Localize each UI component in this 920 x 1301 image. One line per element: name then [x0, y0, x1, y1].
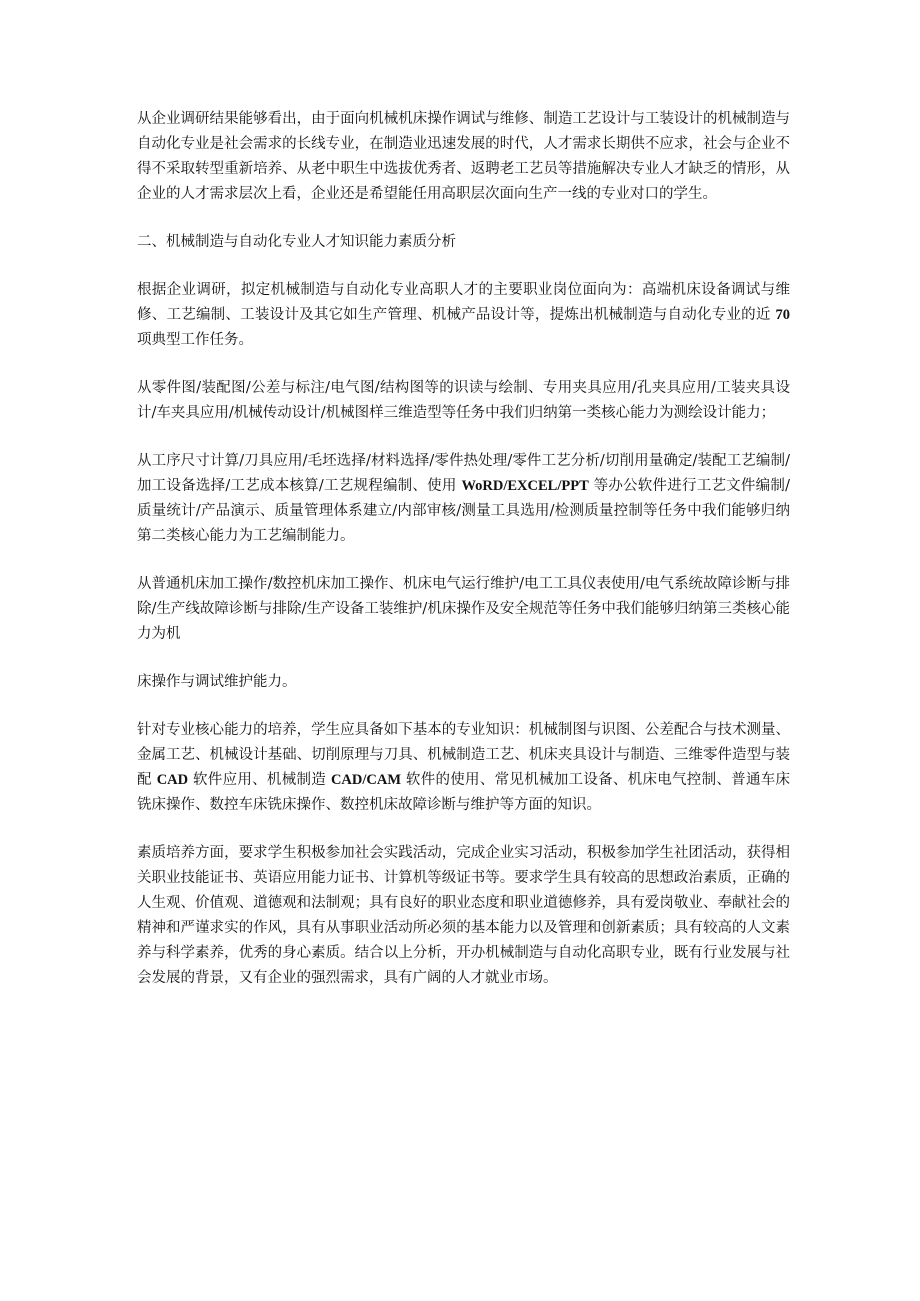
bold-number: 70: [775, 307, 790, 323]
paragraph-job-positions: [137, 278, 790, 353]
text-run: 从企业调研结果能够看出，由于面向机械机床操作调试与维修、制造工艺设计与工装设计的机械制造与自动化专业是社会需求的长线专业，在制造业迅速发展的时代，人才需求长期供不应求，社会与企业不得不采取转型重新培养、从老中职生中选拔优秀者、返聘老工艺员等措施解决专业人才缺乏的情形，从企业的人才需求层次上看，企业还是希望能任用高职层次面向生产一线的专业对口的学生。: [137, 111, 790, 202]
paragraph-professional-knowledge: [137, 718, 790, 818]
section-heading: [137, 230, 790, 255]
text-run: 从工序尺寸计算/刀具应用/毛坯选择/材料选择/零件热处理/零件工艺分析/切削用量确定/装配工艺编制/加工设备选择/工艺成本核算/工艺规程编制、使用: [137, 453, 790, 494]
bold-software-name: CAD: [156, 772, 189, 788]
paragraph-core-ability-1: [137, 376, 790, 426]
bold-software-name: WoRD/EXCEL/PPT: [461, 478, 589, 494]
paragraph-core-ability-2: [137, 449, 790, 549]
paragraph-talent-demand: [137, 107, 790, 207]
text-run: 素质培养方面，要求学生积极参加社会实践活动，完成企业实习活动，积极参加学生社团活动，获得相关职业技能证书、英语应用能力证书、计算机等级证书等。要求学生具有较高的思想政治素质，正确的人生观、价值观、道德观和法制观；具有良好的职业态度和职业道德修养，具有爱岗敬业、奉献社会的精神和严谨求实的作风，具有从事职业活动所必须的基本能力以及管理和创新素质；具有较高的人文素养与科学素养，优秀的身心素质。结合以上分析，开办机械制造与自动化高职专业，既有行业发展与社会发展的背景，又有企业的强烈需求，具有广阔的人才就业市场。: [137, 845, 790, 986]
text-run: 软件应用、机械制造: [188, 772, 331, 788]
heading-text: 二、机械制造与自动化专业人才知识能力素质分析: [137, 234, 456, 250]
paragraph-core-ability-3-continued: [137, 670, 790, 695]
paragraph-quality-training: [137, 841, 790, 991]
text-run: 床操作与调试维护能力。: [137, 674, 297, 690]
bold-software-name: CAD/CAM: [330, 772, 402, 788]
text-run: 项典型工作任务。: [137, 332, 253, 348]
text-run: 从普通机床加工操作/数控机床加工操作、机床电气运行维护/电工工具仪表使用/电气系统故障诊断与排除/生产线故障诊断与排除/生产设备工装维护/机床操作及安全规范等任务中我们能够归纳第三类核心能力为机: [137, 576, 790, 642]
text-run: 软件的使用、常见机械加工设备、机床电气控制、普通车床铣床操作、数控车床铣床操作、数控机床故障诊断与维护等方面的知识。: [137, 772, 791, 813]
paragraph-core-ability-3: [137, 572, 790, 647]
document-body: [137, 107, 790, 1014]
text-run: 针对专业核心能力的培养，学生应具备如下基本的专业知识：机械制图与识图、公差配合与技术测量、金属工艺、机械设计基础、切削原理与刀具、机械制造工艺、机床夹具设计与制造、三维零件造型与装配: [137, 722, 790, 788]
text-run: 等办公软件进行工艺文件编制/质量统计/产品演示、质量管理体系建立/内部审核/测量工具选用/检测质量控制等任务中我们能够归纳第二类核心能力为工艺编制能力。: [137, 478, 790, 544]
text-run: 从零件图/装配图/公差与标注/电气图/结构图等的识读与绘制、专用夹具应用/孔夹具应用/工装夹具设计/车夹具应用/机械传动设计/机械图样三维造型等任务中我们归纳第一类核心能力为测绘设计能力；: [137, 380, 790, 421]
text-run: 根据企业调研，拟定机械制造与自动化专业高职人才的主要职业岗位面向为：高端机床设备调试与维修、工艺编制、工装设计及其它如生产管理、机械产品设计等，提炼出机械制造与自动化专业的近: [137, 282, 790, 323]
